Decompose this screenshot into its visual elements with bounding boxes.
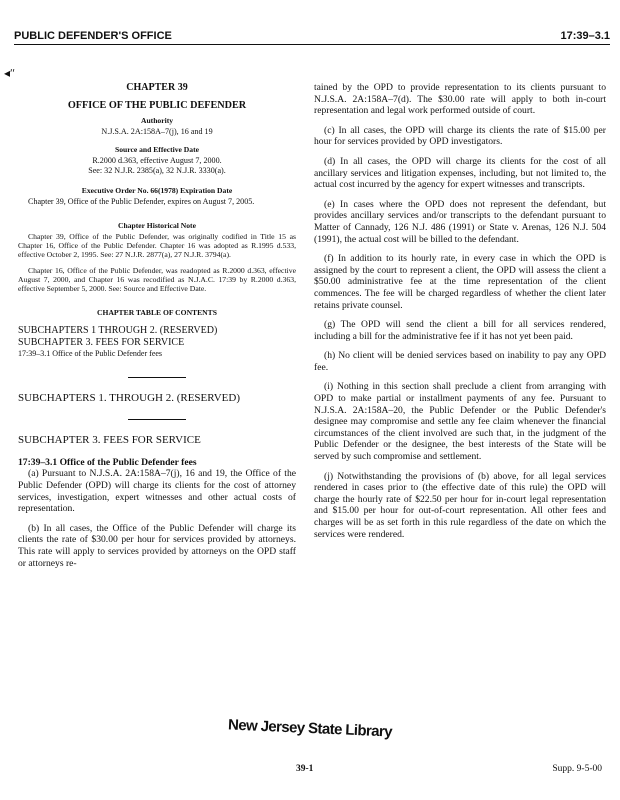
toc-heading: CHAPTER TABLE OF CONTENTS: [97, 308, 217, 318]
toc-subchapters-reserved: SUBCHAPTERS 1 THROUGH 2. (RESERVED): [18, 324, 218, 336]
source-heading: Source and Effective Date: [114, 145, 199, 155]
toc-subchapter-3: SUBCHAPTER 3. FEES FOR SERVICE: [18, 336, 185, 348]
paragraph-j: (j) Notwithstanding the provisions of (b) above, for all legal services rendered in cases prior to (the effective date of this rule) the OPD will charge the hourly rate of $22.50 per hour for in-court legal representation and $15.00 per hour for out-of-court representation. All other fees and charges will be as set forth in this rule regardless of the date on which the services were rendered.: [314, 470, 606, 540]
paragraph-h: (h) No client will be denied services based on inability to pay any OPD fee.: [314, 350, 606, 373]
subchapter-3-heading: SUBCHAPTER 3. FEES FOR SERVICE: [18, 433, 201, 446]
authority-heading: Authority: [140, 116, 174, 126]
supplement-date: Supp. 9-5-00: [552, 764, 602, 774]
header-section-number: 17:39–3.1: [560, 30, 610, 42]
source-line-1: R.2000 d.363, effective August 7, 2000.: [92, 155, 222, 165]
running-header: [14, 30, 610, 45]
paragraph-i: (i) Nothing in this section shall preclude a client from arranging with OPD to make partial or installment payments of any fee. Pursuant to N.J.S.A. 2A:158A–20, the Public Defender or the Public Defender's designee may compromise and settle any fee claim whenever the financial circumstances of the client involved are such that, in the judgment of the Public Defender or the designee, the best interests of the State will be served by such compromise and settlement.: [314, 381, 606, 463]
paragraph-b-continued: tained by the OPD to provide representation to its clients pursuant to N.J.S.A. 2A:158A–7(d). The $30.00 rate will apply to both in-court representation and legal work performed outside of court.: [314, 82, 606, 117]
source-line-2: See: 32 N.J.R. 2385(a), 32 N.J.R. 3330(a).: [88, 165, 226, 175]
page-number: 39-1: [296, 764, 314, 774]
left-column: [18, 82, 296, 569]
chapter-number: CHAPTER 39: [126, 82, 188, 93]
paragraph-d: (d) In all cases, the OPD will charge its clients for the cost of all ancillary services and litigation expenses, including, but not limited to, the actual cost incurred by the agency for expert witnesses and transcripts.: [314, 155, 606, 191]
toc-section-3-1: 17:39–3.1 Office of the Public Defender fees: [18, 348, 163, 358]
paragraph-f: (f) In addition to its hourly rate, in every case in which the OPD is assigned by the court to represent a client, the OPD will assess the client a $50.00 administrative fee at the time representation of the client commences. The fee will be charged regardless of whether the client later retains private counsel.: [314, 253, 606, 311]
historical-note-paragraph-1: Chapter 39, Office of the Public Defender, was originally codified in Title 15 as Chapter 16, Office of the Public Defender. Chapter 16 was adopted as R.1995 d.533, effective October 2, 1995. See: 27 N.J.R. 2877(a), 27 N.J.R. 3794(a).: [18, 231, 296, 260]
historical-note-paragraph-2: Chapter 16, Office of the Public Defender, was readopted as R.2000 d.363, effective August 7, 2000, and Chapter 16 was recodified as N.J.A.C. 17:39 by R.2000 d.363, effective September 5, 2000. See: Source and Effective Date.: [18, 265, 296, 293]
historical-note-heading: Chapter Historical Note: [118, 221, 196, 231]
expiration-text: Chapter 39, Office of the Public Defender, expires on August 7, 2005.: [28, 196, 255, 206]
section-heading: 17:39–3.1 Office of the Public Defender fees: [18, 456, 197, 468]
expiration-heading: Executive Order No. 66(1978) Expiration Date: [81, 186, 233, 196]
margin-mark: ◂ʺ: [4, 66, 15, 80]
authority-text: N.J.S.A. 2A:158A–7(j), 16 and 19: [101, 126, 213, 136]
paragraph-g: (g) The OPD will send the client a bill for all services rendered, including a bill for the administrative fee if it has not yet been paid.: [314, 319, 606, 342]
library-stamp: New Jersey State Library: [227, 716, 393, 741]
paragraph-a: (a) Pursuant to N.J.S.A. 2A:158A–7(j), 16 and 19, the Office of the Public Defender (OPD) will charge its clients for the cost of attorney services, investigation, expert witnesses and other actual costs of representation.: [18, 468, 296, 515]
paragraph-e: (e) In cases where the OPD does not represent the defendant, but provides ancillary services and/or transcripts to the defendant pursuant to Matter of Cannady, 126 N.J. 486 (1991) or State v. Arenas, 126 N.J. 504 (1991), the actual cost will be billed to the defendant.: [314, 198, 606, 245]
chapter-title: OFFICE OF THE PUBLIC DEFENDER: [67, 99, 247, 111]
paragraph-c: (c) In all cases, the OPD will charge its clients the rate of $15.00 per hour for services provided by OPD investigators.: [314, 124, 606, 148]
header-title: PUBLIC DEFENDER'S OFFICE: [14, 30, 172, 42]
right-column: [314, 82, 606, 540]
subchapters-reserved-heading: SUBCHAPTERS 1. THROUGH 2. (RESERVED): [18, 391, 240, 404]
paragraph-b: (b) In all cases, the Office of the Public Defender will charge its clients the rate of $30.00 per hour for services provided by attorneys. This rate will apply to services provided by attorneys on the OPD staff or attorneys re-: [18, 522, 296, 569]
